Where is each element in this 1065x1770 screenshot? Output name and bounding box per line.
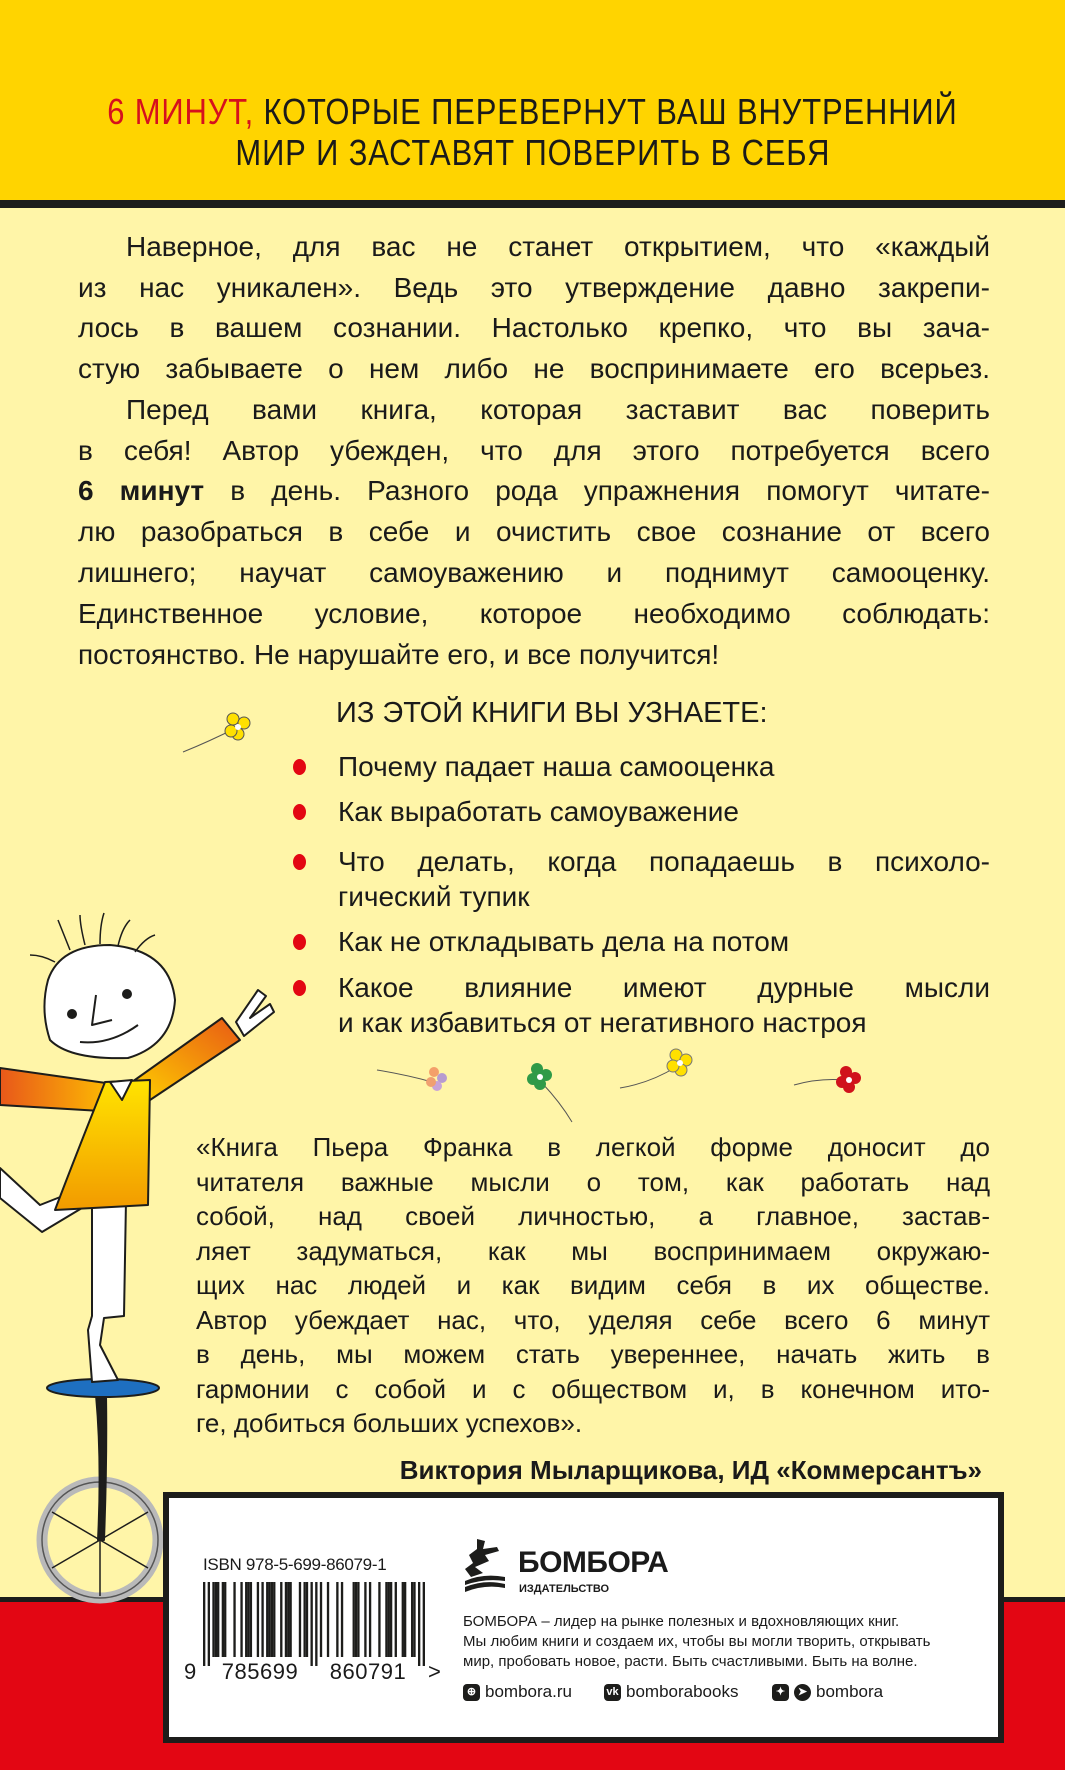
learn-item-cont: гический тупик <box>338 881 530 912</box>
publisher-description-line: мир, пробовать новое, расти. Быть счастливыми. Быть на волне. <box>463 1653 918 1670</box>
intro-line: Единственное условие, которое необходимо соблюдать: <box>78 598 990 629</box>
barcode-bar <box>418 1582 420 1666</box>
flower-yellow-icon <box>183 713 250 752</box>
vk-icon: vk <box>604 1684 621 1701</box>
title-highlight: 6 МИНУТ, <box>107 91 255 132</box>
intro-line: лю разобраться в себе и очистить свое сознание от всего <box>78 516 990 547</box>
learn-item: Что делать, когда попадаешь в психоло- <box>338 846 990 877</box>
barcode-bar <box>261 1582 263 1657</box>
intro-line: в себя! Автор убежден, что для этого потребуется всего <box>78 435 990 466</box>
title-line-2-text: МИР И ЗАСТАВЯТ ПОВЕРИТЬ В СЕБЯ <box>235 132 830 173</box>
barcode-bar <box>404 1582 406 1657</box>
bombora-logo-icon <box>463 1537 509 1593</box>
eye <box>68 1010 76 1018</box>
bullet-icon <box>293 980 306 996</box>
hand <box>236 990 274 1036</box>
bullet-icon <box>293 934 306 950</box>
learn-heading: ИЗ ЭТОЙ КНИГИ ВЫ УЗНАЕТЕ: <box>336 697 768 729</box>
barcode-bar <box>395 1582 397 1657</box>
barcode-bar <box>357 1582 359 1657</box>
barcode-bar <box>222 1582 224 1657</box>
barcode-bar <box>303 1582 305 1657</box>
barcode-bar <box>423 1582 425 1666</box>
barcode-bar <box>268 1582 270 1657</box>
barcode-bar <box>212 1582 214 1657</box>
barcode-bar <box>341 1582 343 1657</box>
barcode-bar <box>355 1582 357 1657</box>
quote-line: в день, мы можем стать увереннее, начать жить в <box>196 1339 990 1369</box>
barcode-bar <box>208 1582 210 1666</box>
barcode-arrow: > <box>428 1659 441 1684</box>
barcode-bar <box>250 1582 252 1657</box>
barcode-bar <box>353 1582 355 1657</box>
barcode-digit-first: 9 <box>184 1659 197 1684</box>
intro-line: Перед вами книга, которая заставит вас поверить <box>126 394 990 425</box>
barcode-digits-right: 860791 <box>329 1659 407 1684</box>
intro-line: лишнего; научат самоуважению и поднимут самооценку. <box>78 557 990 588</box>
barcode-digits-left: 785699 <box>221 1659 299 1684</box>
flower-green-icon <box>527 1063 572 1122</box>
quote-line: собой, над своей личностью, а главное, застав- <box>196 1201 990 1231</box>
publisher-subtitle: ИЗДАТЕЛЬСТВО <box>519 1583 610 1595</box>
review-author: Виктория Мыларщикова, ИД «Коммерсантъ» <box>399 1455 982 1485</box>
barcode-bar <box>310 1582 312 1666</box>
publisher-description-line: БОМБОРА – лидер на рынке полезных и вдохновляющих книг. <box>463 1613 900 1630</box>
social-link-vk[interactable] <box>604 1682 738 1702</box>
intro-line <box>78 471 990 511</box>
quote-line: щих нас людей и как видим себя в их обществе. <box>196 1270 990 1300</box>
bullet-icon <box>293 759 306 775</box>
barcode-bar <box>411 1582 413 1657</box>
quote-line: Автор убеждает нас, что, уделяя себе всего 6 минут <box>196 1305 990 1335</box>
social-label: bomborabooks <box>626 1682 739 1701</box>
barcode-bar <box>402 1582 404 1657</box>
social-link-telegram[interactable] <box>772 1682 883 1702</box>
bold-phrase: 6 минут <box>78 475 205 506</box>
barcode-bar <box>327 1582 329 1657</box>
social-label: bombora.ru <box>485 1682 572 1701</box>
quote-line: ге, добиться больших успехов». <box>196 1408 583 1438</box>
barcode-bar <box>266 1582 268 1657</box>
barcode-bar <box>289 1582 291 1657</box>
social-link-website[interactable] <box>463 1682 572 1702</box>
publisher-name: БОМБОРА <box>518 1546 669 1579</box>
sparkle-icon: ✦ <box>772 1684 789 1701</box>
barcode-bar <box>273 1582 275 1657</box>
barcode-bar <box>413 1582 415 1657</box>
barcode-bar <box>285 1582 287 1657</box>
intro-line: стую забываете о нем либо не воспринимаете его всерьез. <box>78 353 990 384</box>
barcode-bar <box>203 1582 205 1666</box>
barcode-bar <box>336 1582 338 1657</box>
flower-orange-icon <box>377 1067 447 1091</box>
barcode-bar <box>247 1582 249 1657</box>
social-label: bombora <box>816 1682 884 1701</box>
flower-red-icon <box>794 1066 861 1093</box>
barcode-bar <box>388 1582 390 1657</box>
leg <box>88 1200 126 1382</box>
barcode-bar <box>369 1582 371 1657</box>
bullet-icon <box>293 854 306 870</box>
title-rest: КОТОРЫЕ ПЕРЕВЕРНУТ ВАШ ВНУТРЕННИЙ <box>254 91 958 132</box>
quote-line: ляет задуматься, как мы воспринимаем окружаю- <box>196 1236 990 1266</box>
quote-line: «Книга Пьера Франка в легкой форме доносит до <box>196 1132 990 1162</box>
learn-item: Как выработать самоуважение <box>338 796 739 827</box>
barcode-bar <box>280 1582 282 1657</box>
bullet-icon <box>293 804 306 820</box>
intro-line: из нас уникален». Ведь это утверждение давно закрепи- <box>78 272 990 303</box>
barcode-bar <box>271 1582 273 1657</box>
publisher-description-line: Мы любим книги и создаем их, чтобы вы могли творить, открывать <box>463 1633 931 1650</box>
telegram-icon: ➤ <box>794 1684 811 1701</box>
flower-yellow-icon <box>620 1049 692 1088</box>
barcode-bar <box>364 1582 366 1657</box>
learn-item: Как не откладывать дела на потом <box>338 926 790 957</box>
isbn-label: ISBN 978-5-699-86079-1 <box>203 1555 387 1574</box>
quote-line: гармонии с собой и с обществом и, в конечном ито- <box>196 1374 990 1404</box>
barcode-bar <box>217 1582 219 1657</box>
quote-line: читателя важные мысли о том, как работать над <box>196 1167 990 1197</box>
barcode-bar <box>224 1582 226 1657</box>
intro-line: лось в вашем сознании. Настолько крепко, что вы зача- <box>78 312 990 343</box>
eye <box>123 990 131 998</box>
barcode-bar <box>240 1582 242 1657</box>
head <box>44 945 175 1058</box>
barcode-bar <box>385 1582 387 1657</box>
barcode-bar <box>299 1582 301 1657</box>
intro-line: постоянство. Не нарушайте его, и все получится! <box>78 639 720 670</box>
barcode <box>203 1582 425 1666</box>
barcode-bar <box>287 1582 289 1657</box>
globe-icon: ⊕ <box>463 1684 480 1701</box>
learn-item: Какое влияние имеют дурные мысли <box>338 972 990 1003</box>
barcode-bar <box>390 1582 392 1657</box>
barcode-bar <box>215 1582 217 1657</box>
barcode-bar <box>257 1582 259 1657</box>
intro-line: Наверное, для вас не станет открытием, что «каждый <box>126 231 990 262</box>
learn-item: Почему падает наша самооценка <box>338 751 775 782</box>
unicycle-post <box>96 1395 106 1540</box>
barcode-bar <box>315 1582 317 1666</box>
barcode-bar <box>245 1582 247 1657</box>
intro-line-rest: в день. Разного рода упражнения помогут читате- <box>230 475 990 506</box>
barcode-bar <box>320 1582 322 1657</box>
barcode-bar <box>233 1582 235 1657</box>
learn-item-cont: и как избавиться от негативного настроя <box>338 1007 867 1038</box>
barcode-bar <box>306 1582 308 1657</box>
barcode-bar <box>378 1582 380 1657</box>
